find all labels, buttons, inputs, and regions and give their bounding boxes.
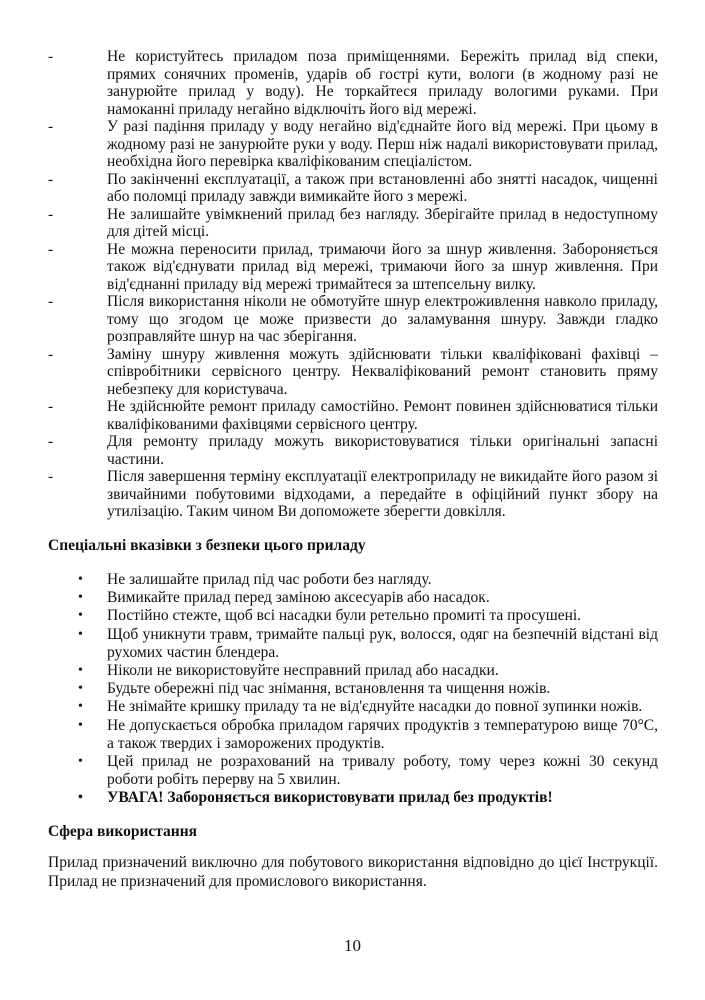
list-item bbox=[48, 48, 658, 118]
list-item bbox=[48, 118, 658, 171]
list-item-text: Після використання ніколи не обмотуйте шнур електроживлення навколо приладу, тому що згодом це може призвести до заламування шнуру. Завжди гладко розправляйте шнур на час зберігання. bbox=[107, 293, 658, 345]
bullet-marker: • bbox=[78, 717, 83, 733]
special-safety-list bbox=[78, 571, 658, 808]
list-item-text: Після завершення терміну експлуатації електроприладу не викидайте його разом зі звичайними побутовими відходами, а передайте в офіційний пункт збору на утилізацію. Таким чином Ви допоможете зберегти довкілля. bbox=[107, 468, 658, 520]
list-item-text: Не залишайте прилад під час роботи без нагляду. bbox=[107, 571, 432, 588]
list-item bbox=[48, 241, 658, 294]
list-item-text: У разі падіння приладу у воду негайно від'єднайте його від мережі. При цьому в жодному разі не занурюйте руки у воду. Перш ніж надалі використовувати прилад, необхідна його перевірка кваліфікованим спеціалістом. bbox=[107, 118, 658, 170]
list-item-text: Не знімайте кришку приладу та не від'єднуйте насадки до повної зупинки ножів. bbox=[107, 698, 643, 716]
list-item-text: Не здійснюйте ремонт приладу самостійно. Ремонт повинен здійснюватися тільки кваліфікованими фахівцями сервісного центру. bbox=[107, 398, 658, 433]
list-item bbox=[48, 398, 658, 433]
bullet-marker: • bbox=[78, 663, 83, 679]
list-item bbox=[78, 626, 658, 662]
dash-marker: - bbox=[48, 118, 54, 135]
list-item bbox=[78, 698, 658, 716]
list-item bbox=[78, 680, 658, 698]
list-item-text: Не користуйтесь приладом поза приміщеннями. Бережіть прилад від спеки, прямих сонячних променів, ударів об гострі кути, вологи (в жодному разі не занурюйте прилад у воду). Не торкайтеся приладу вологими руками. При намоканні приладу негайно відключіть його від мережі. bbox=[107, 48, 658, 118]
list-item bbox=[48, 468, 658, 521]
dash-marker: - bbox=[48, 293, 54, 310]
list-item-text: Ніколи не використовуйте несправний прилад або насадки. bbox=[107, 662, 499, 680]
list-item-warning bbox=[78, 789, 658, 807]
list-item bbox=[78, 662, 658, 680]
bullet-marker: • bbox=[78, 590, 83, 606]
list-item-text: По закінченні експлуатації, а також при встановленні або знятті насадок, чищенні або поломці приладу завжди вимикайте його з мережі. bbox=[107, 170, 658, 205]
list-item bbox=[78, 753, 658, 789]
list-item bbox=[78, 717, 658, 753]
list-item-text: Заміну шнуру живлення можуть здійснювати тільки кваліфіковані фахівці – співробітники сервісного центру. Некваліфікований ремонт становить пряму небезпеку для користувача. bbox=[107, 345, 658, 398]
list-item-text: Цей прилад не розрахований на тривалу роботу, тому через кожні 30 секунд роботи робіть перерву на 5 хвилин. bbox=[107, 753, 658, 789]
bullet-marker: • bbox=[78, 699, 83, 715]
list-item-text: Щоб уникнути травм, тримайте пальці рук, волосся, одяг на безпечній відстані від рухомих частин блендера. bbox=[107, 625, 658, 661]
list-item-text: Будьте обережні під час знімання, встановлення та чищення ножів. bbox=[107, 680, 551, 698]
list-item bbox=[48, 293, 658, 346]
usage-paragraph: Прилад призначений виключно для побутового використання відповідно до цієї Інструкції. Прилад не призначений для промислового використання. bbox=[48, 854, 658, 890]
page-number: 10 bbox=[344, 936, 361, 955]
safety-warnings-list bbox=[48, 48, 658, 521]
list-item bbox=[78, 607, 658, 625]
list-item-text: Не можна переносити прилад, тримаючи його за шнур живлення. Забороняється також від'єднувати прилад від мережі, тримаючи його за шнур живлення. При від'єднанні приладу від мережі тримайтеся за штепсельну вилку. bbox=[107, 240, 658, 293]
dash-marker: - bbox=[48, 205, 54, 223]
bullet-marker: • bbox=[78, 681, 83, 697]
dash-marker: - bbox=[48, 345, 54, 363]
special-safety-heading: Спеціальні вказівки з безпеки цього приладу bbox=[48, 537, 366, 554]
dash-marker: - bbox=[48, 170, 54, 188]
list-item bbox=[48, 206, 658, 241]
list-item-text: Вимикайте прилад перед заміною аксесуарів або насадок. bbox=[107, 589, 490, 607]
usage-heading: Сфера використання bbox=[48, 823, 198, 840]
bullet-marker: • bbox=[78, 608, 83, 624]
list-item bbox=[48, 346, 658, 399]
list-item-text: Не залишайте увімкнений прилад без нагляду. Зберігайте прилад в недоступному для дітей місці. bbox=[107, 205, 658, 240]
dash-marker: - bbox=[48, 468, 54, 485]
dash-marker: - bbox=[48, 48, 54, 65]
list-item-text: Не допускається обробка приладом гарячих продуктів з температурою вище 70°C, а також твердих і заморожених продуктів. bbox=[107, 716, 658, 752]
bullet-marker: • bbox=[78, 790, 83, 806]
list-item-text: УВАГА! Забороняється використовувати прилад без продуктів! bbox=[107, 789, 553, 807]
list-item bbox=[78, 571, 658, 589]
list-item bbox=[78, 589, 658, 607]
list-item-text: Для ремонту приладу можуть використовуватися тільки оригінальні запасні частини. bbox=[107, 433, 658, 468]
list-item-text: Постійно стежте, щоб всі насадки були ретельно промиті та просушені. bbox=[107, 607, 582, 625]
list-item bbox=[48, 433, 658, 468]
list-item bbox=[48, 171, 658, 206]
bullet-marker: • bbox=[78, 572, 83, 587]
dash-marker: - bbox=[48, 398, 54, 415]
bullet-marker: • bbox=[78, 754, 83, 770]
bullet-marker: • bbox=[78, 626, 83, 642]
dash-marker: - bbox=[48, 240, 54, 258]
dash-marker: - bbox=[48, 433, 54, 450]
